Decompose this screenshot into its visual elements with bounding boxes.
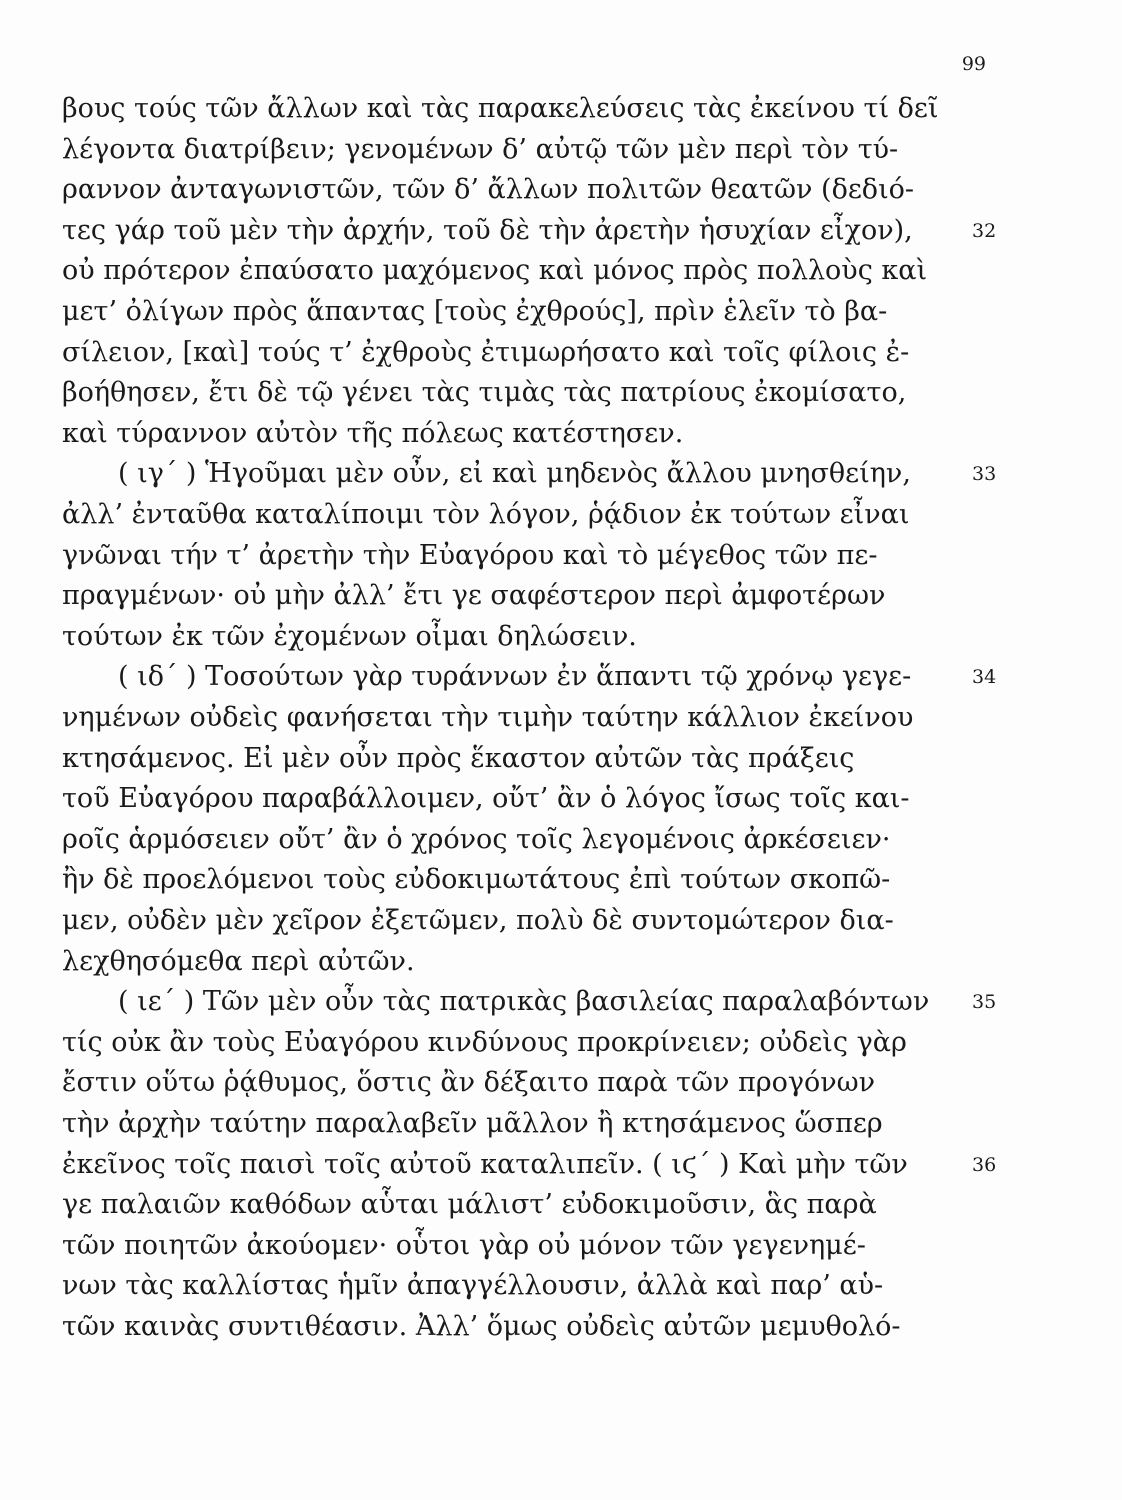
section-number: 36 [972, 1154, 997, 1176]
text-line-content: οὐ πρότερον ἐπαύσατο μαχόμενος καὶ μόνος πρὸς πολλοὺς καὶ [62, 255, 928, 286]
text-line-content: ραννον ἀνταγωνιστῶν, τῶν δ’ ἄλλων πολιτῶν θεατῶν (δεδιό- [62, 174, 915, 205]
text-line-content: τίς οὐκ ἂν τοὺς Εὐαγόρου κινδύνους προκρίνειεν; οὐδεὶς γὰρ [62, 1027, 907, 1058]
text-line [62, 860, 966, 900]
text-line [62, 251, 966, 291]
text-line [62, 414, 966, 454]
text-line [118, 982, 966, 1022]
text-line [62, 739, 966, 779]
text-line-content: νημένων οὐδεὶς φανήσεται τὴν τιμὴν ταύτην κάλλιον ἐκείνου [62, 702, 914, 733]
text-line-content: ἐκεῖνος τοῖς παισὶ τοῖς αὐτοῦ καταλιπεῖν. ( ιϛ΄ ) Καὶ μὴν τῶν [62, 1149, 908, 1180]
text-line-content: μεν, οὐδὲν μὲν χεῖρον ἐξετῶμεν, πολὺ δὲ συντομώτερον δια- [62, 905, 894, 936]
section-number: 33 [972, 463, 997, 485]
section-number: 34 [972, 666, 997, 688]
text-line-content: πραγμένων· οὐ μὴν ἀλλ’ ἔτι γε σαφέστερον περὶ ἀμφοτέρων [62, 580, 886, 611]
text-line [62, 292, 966, 332]
text-line [62, 536, 966, 576]
section-number: 35 [972, 991, 997, 1013]
text-line-content: ροῖς ἁρμόσειεν οὔτ’ ἂν ὁ χρόνος τοῖς λεγομένοις ἀρκέσειεν· [62, 824, 891, 855]
text-line-content: νων τὰς καλλίστας ἡμῖν ἀπαγγέλλουσιν, ἀλλὰ καὶ παρ’ αὑ- [62, 1270, 884, 1301]
text-line-content: ἀλλ’ ἐνταῦθα καταλίποιμι τὸν λόγον, ῥᾴδιον ἐκ τούτων εἶναι [62, 499, 910, 530]
text-line [62, 1145, 966, 1185]
text-line-content: βους τούς τῶν ἄλλων καὶ τὰς παρακελεύσεις τὰς ἐκείνου τί δεῖ [62, 93, 939, 124]
page-number: 99 [961, 53, 986, 75]
text-line [62, 698, 966, 738]
text-line [62, 820, 966, 860]
text-line [62, 89, 966, 129]
text-line-content: τοῦ Εὐαγόρου παραβάλλοιμεν, οὔτ’ ἂν ὁ λόγος ἴσως τοῖς και- [62, 783, 910, 814]
text-line-content: γνῶναι τήν τ’ ἀρετὴν τὴν Εὐαγόρου καὶ τὸ μέγεθος τῶν πε- [62, 540, 878, 571]
text-line [62, 1185, 966, 1225]
text-line [62, 779, 966, 819]
text-line [118, 657, 966, 697]
text-line-content: τῶν ποιητῶν ἀκούομεν· οὗτοι γὰρ οὐ μόνον τῶν γεγενημέ- [62, 1230, 866, 1261]
text-line [62, 576, 966, 616]
text-line [62, 170, 966, 210]
text-line-content: ( ιγ΄ ) Ἡγοῦμαι μὲν οὖν, εἰ καὶ μηδενὸς ἄλλου μνησθείην, [118, 458, 911, 489]
text-line [62, 1266, 966, 1306]
text-line-content: λεχθησόμεθα περὶ αὐτῶν. [62, 946, 415, 977]
text-line [62, 617, 966, 657]
text-line [62, 495, 966, 535]
text-line [62, 1226, 966, 1266]
text-line [62, 1307, 966, 1347]
text-line [62, 373, 966, 413]
text-line-content: τούτων ἐκ τῶν ἐχομένων οἶμαι δηλώσειν. [62, 621, 637, 652]
text-line [62, 1023, 966, 1063]
text-line-content: ( ιδ΄ ) Τοσούτων γὰρ τυράννων ἐν ἅπαντι τῷ χρόνῳ γεγε- [118, 661, 912, 692]
text-line-content: κτησάμενος. Εἰ μὲν οὖν πρὸς ἕκαστον αὐτῶν τὰς πράξεις [62, 743, 855, 774]
text-line [62, 333, 966, 373]
text-line-content: τὴν ἀρχὴν ταύτην παραλαβεῖν μᾶλλον ἢ κτησάμενος ὥσπερ [62, 1108, 883, 1139]
text-line-content: τῶν καινὰς συντιθέασιν. Ἀλλ’ ὅμως οὐδεὶς αὐτῶν μεμυθολό- [62, 1311, 901, 1342]
text-line-content: τες γάρ τοῦ μὲν τὴν ἀρχήν, τοῦ δὲ τὴν ἀρετὴν ἡσυχίαν εἶχον), [62, 215, 913, 246]
text-line-content: ἔστιν οὕτω ῥᾴθυμος, ὅστις ἂν δέξαιτο παρὰ τῶν προγόνων [62, 1067, 876, 1098]
text-line [62, 1063, 966, 1103]
text-line-content: ( ιε΄ ) Τῶν μὲν οὖν τὰς πατρικὰς βασιλείας παραλαβόντων [118, 986, 930, 1017]
text-line-content: βοήθησεν, ἔτι δὲ τῷ γένει τὰς τιμὰς τὰς πατρίους ἐκομίσατο, [62, 377, 907, 408]
text-line [62, 211, 966, 251]
text-line [62, 130, 966, 170]
text-line-content: λέγοντα διατρίβειν; γενομένων δ’ αὐτῷ τῶν μὲν περὶ τὸν τύ- [62, 134, 899, 165]
text-line [62, 942, 966, 982]
text-line [62, 901, 966, 941]
section-number: 32 [972, 220, 997, 242]
text-line-content: ἢν δὲ προελόμενοι τοὺς εὐδοκιμωτάτους ἐπὶ τούτων σκοπῶ- [62, 864, 891, 895]
text-line-content: μετ’ ὀλίγων πρὸς ἅπαντας [τοὺς ἐχθρούς], πρὶν ἑλεῖν τὸ βα- [62, 296, 888, 327]
text-line [62, 1104, 966, 1144]
text-line [118, 454, 966, 494]
text-line-content: γε παλαιῶν καθόδων αὗται μάλιστ’ εὐδοκιμοῦσιν, ἃς παρὰ [62, 1189, 877, 1220]
text-line-content: σίλειον, [καὶ] τούς τ’ ἐχθροὺς ἐτιμωρήσατο καὶ τοῖς φίλοις ἐ- [62, 337, 910, 368]
text-line-content: καὶ τύραννον αὐτὸν τῆς πόλεως κατέστησεν. [62, 418, 684, 449]
